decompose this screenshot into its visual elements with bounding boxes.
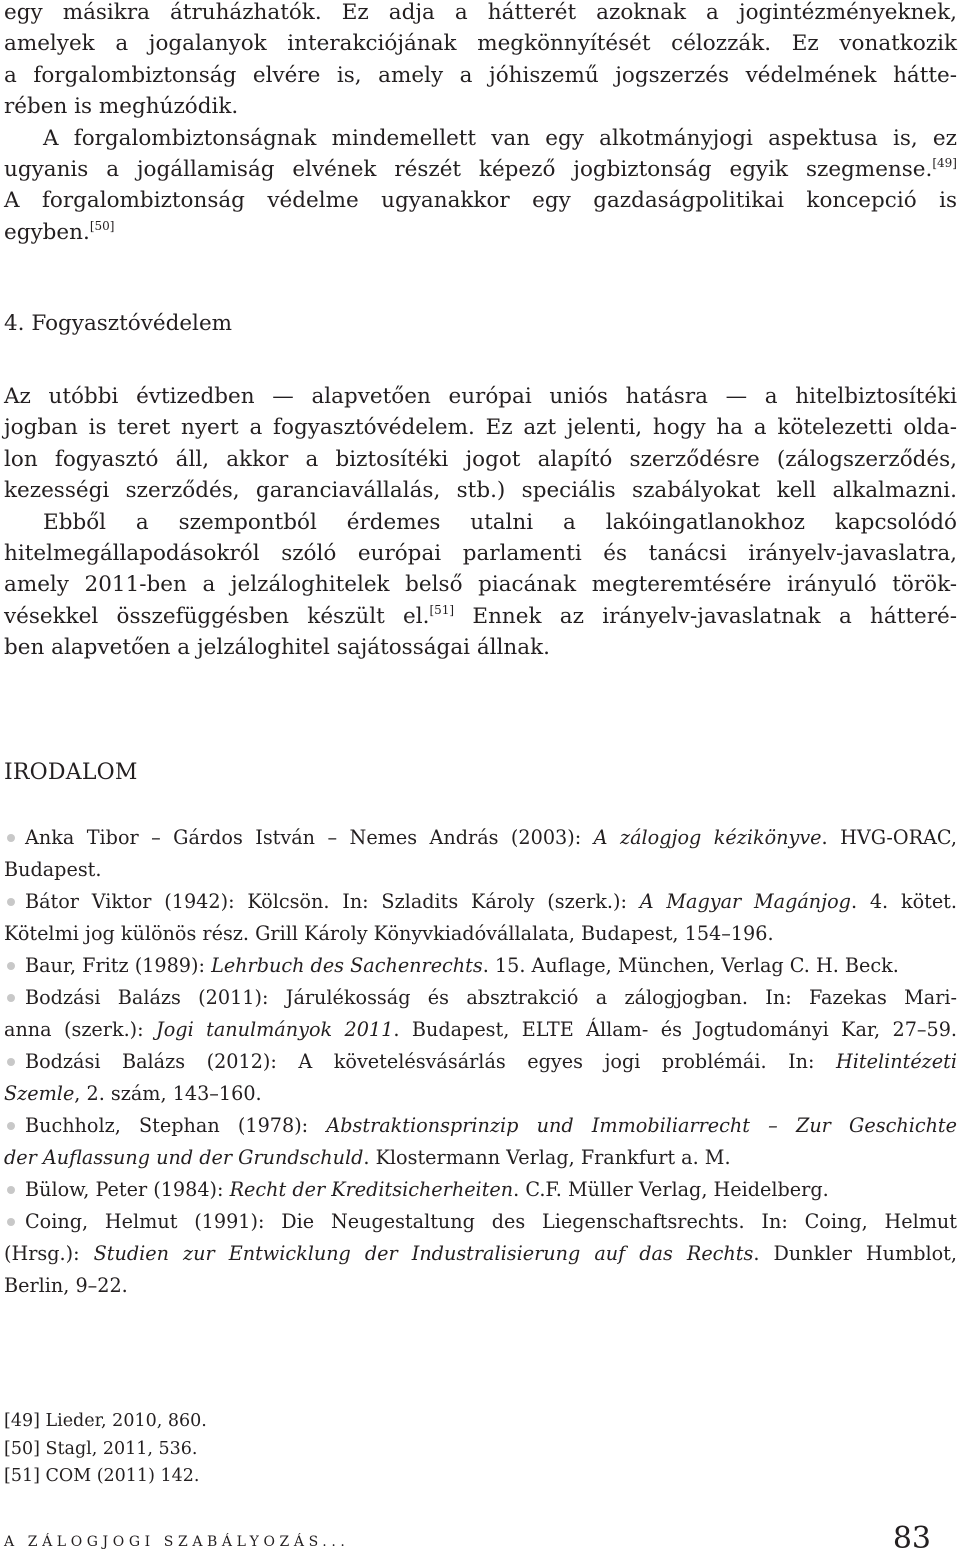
document-page (4, 0, 957, 1559)
text-line: Az utóbbi évtizedben — alapvetően európai uniós hatásra — a hitelbiztosítéki (4, 384, 957, 409)
text-line: Ebből a szempontból érdemes utalni a lakóingatlanokhoz kapcsolódó (43, 509, 957, 535)
text-line: a forgalombiztonság elvére is, amely a jóhiszemű jogszerzés védelmének hátte- (4, 62, 957, 88)
bullet-icon (7, 1058, 15, 1066)
bullet-icon (7, 1186, 15, 1194)
bibliography-list (4, 822, 957, 1302)
page-number: 83 (892, 1521, 931, 1556)
text-line: amelyek a jogalanyok interakciójának megkönnyítését célozzák. Ez vonatkozik (4, 31, 957, 57)
footnote-ref-51[interactable]: [51] (429, 602, 455, 617)
section-heading: 4. Fogyasztóvédelem (4, 311, 233, 336)
text-line: ben alapvetően a jelzáloghitel sajátosságai állnak. (4, 635, 550, 661)
footnote-51: [51] COM (2011) 142. (4, 1466, 200, 1486)
bibliography-entry: Anka Tibor – Gárdos István – Nemes András (2003): A zálogjog kézikönyve. HVG-ORAC, Budapest. (4, 826, 957, 881)
text-line: lon fogyasztó áll, akkor a biztosítéki jogot alapító szerződésre (zálogszerződés, (4, 446, 957, 472)
bullet-icon (7, 994, 15, 1002)
text-line: hitelmegállapodásokról szóló európai parlamenti és tanácsi irányelv-javaslatra, (4, 541, 957, 567)
bibliography-entry: Bátor Viktor (1942): Kölcsön. In: Szladits Károly (szerk.): A Magyar Magánjog. 4. kötet. Kötelmi jog különös rész. Grill Károly Könyvkiadóvállalata, Budapest, 154–196. (4, 890, 957, 945)
footnote-50: [50] Stagl, 2011, 536. (4, 1438, 198, 1459)
text-line: A forgalombiztonság védelme ugyanakkor egy gazdaságpolitikai koncepció is (4, 188, 957, 214)
bullet-icon (7, 834, 15, 842)
paragraph-fogyasztovedelem (4, 381, 957, 664)
bibliography-entry: Bodzási Balázs (2011): Járulékosság és absztrakció a zálogjogban. In: Fazekas Mari- anna (szerk.): Jogi tanulmányok 2011. Budapest, ELTE Állam- és Jogtudományi Kar, 27–59. (4, 986, 958, 1041)
footnote-ref-50[interactable]: [50] (89, 218, 115, 233)
bibliography-entry: Buchholz, Stephan (1978): Abstraktionsprinzip und Immobiliarrecht – Zur Geschichte der Auflassung und der Grundschuld. Klostermann Verlag, Frankfurt a. M. (4, 1114, 958, 1169)
text-line: kezességi szerződés, garanciavállalás, stb.) speciális szabályokat kell alkalmazni. (4, 478, 957, 504)
text-line: A forgalombiztonságnak mindemellett van egy alkotmányjogi aspektusa is, ez (43, 125, 957, 151)
bullet-icon (7, 898, 15, 906)
footnotes (4, 1408, 207, 1491)
paragraph-forgalombiztonsag (4, 0, 957, 248)
text-line: egy másikra átruházhatók. Ez adja a hátterét azoknak a jogintézményeknek, (4, 0, 957, 25)
running-head: A ZÁLOGJOGI SZABÁLYOZÁS... (4, 1534, 350, 1550)
bullet-icon (7, 1122, 15, 1130)
text-line: jogban is teret nyert a fogyasztóvédelem. Ez azt jelenti, hogy ha a kötelezetti olda- (4, 415, 957, 441)
text-line: rében is meghúzódik. (4, 94, 239, 120)
text-line: egyben.[50] (4, 218, 115, 245)
bibliography-entry: Bülow, Peter (1984): Recht der Kreditsicherheiten. C.F. Müller Verlag, Heidelberg. (4, 1174, 957, 1206)
footnote-ref-49[interactable]: [49] (932, 156, 957, 171)
bullet-icon (7, 962, 15, 970)
text-line: vésekkel összefüggésben készült el.[51] Ennek az irányelv-javaslatnak a hátteré- (4, 602, 957, 629)
bibliography-heading: IRODALOM (4, 760, 138, 785)
bibliography-entry: Baur, Fritz (1989): Lehrbuch des Sachenrechts. 15. Auflage, München, Verlag C. H. Beck. (4, 950, 957, 982)
text-line: ugyanis a jogállamiság elvének részét képező jogbiztonság egyik szegmense.[49] (4, 156, 957, 183)
text-line: amely 2011-ben a jelzáloghitelek belső piacának megteremtésére irányuló török- (4, 572, 957, 598)
bibliography-entry: Bodzási Balázs (2012): A követelésvásárlás egyes jogi problémái. In: Hitelintézeti Szemle, 2. szám, 143–160. (4, 1050, 957, 1105)
bibliography-entry: Coing, Helmut (1991): Die Neugestaltung des Liegenschaftsrechts. In: Coing, Helmut (Hrsg.): Studien zur Entwicklung der Industralisierung auf das Rechts. Dunkler Humblot, Berlin, 9–22. (4, 1210, 957, 1297)
footnote-49: [49] Lieder, 2010, 860. (4, 1411, 207, 1431)
bullet-icon (7, 1218, 15, 1226)
